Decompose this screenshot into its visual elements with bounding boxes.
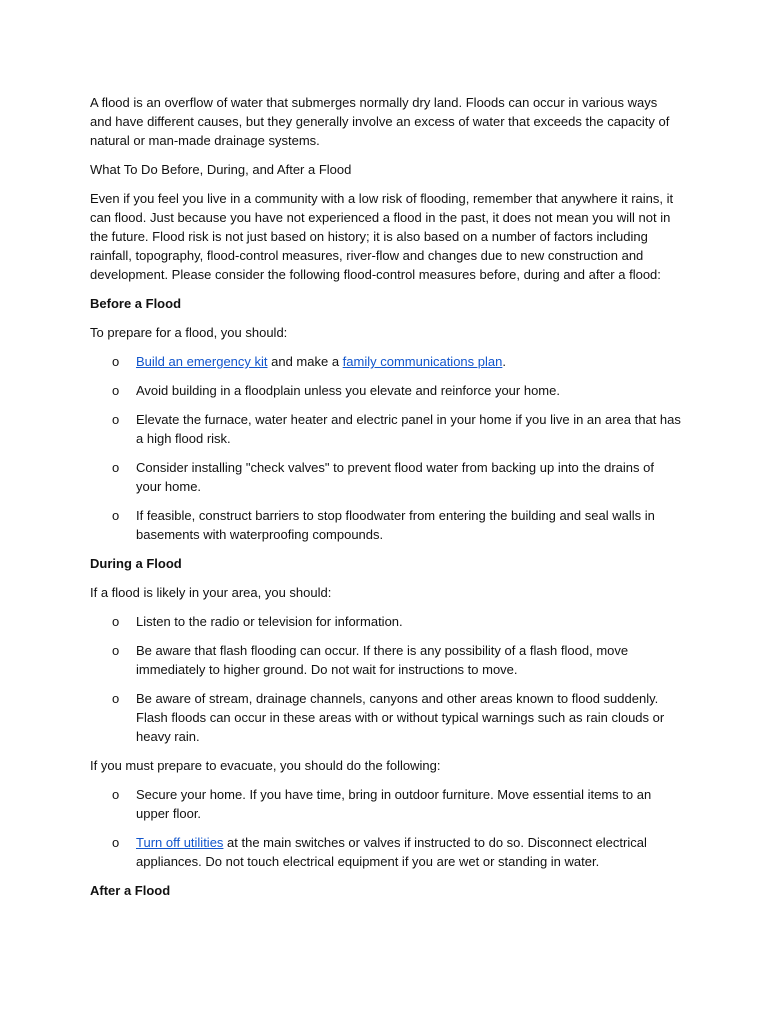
- list-item: [90, 689, 682, 746]
- list-item-text: If feasible, construct barriers to stop floodwater from entering the building and seal walls in basements with waterproofing compounds.: [136, 508, 655, 542]
- intro-paragraph: A flood is an overflow of water that submerges normally dry land. Floods can occur in various ways and have different causes, but they generally involve an excess of water that exceeds the capacity of natural or man-made drainage systems.: [90, 95, 670, 148]
- bullet-marker: o: [112, 460, 120, 475]
- bullet-marker: o: [112, 508, 120, 523]
- bullet-marker: o: [112, 354, 120, 369]
- list-item-text: at the main switches or valves if instructed to do so. Disconnect electrical appliances. Do not touch electrical equipment if you are wet or standing in water.: [136, 835, 647, 869]
- list-item: [90, 612, 682, 631]
- emergency-kit-link[interactable]: Build an emergency kit: [136, 354, 268, 369]
- turn-off-utilities-link[interactable]: Turn off utilities: [136, 835, 224, 850]
- family-communications-plan-link[interactable]: family communications plan: [342, 354, 503, 369]
- list-item: [90, 506, 682, 544]
- bullet-marker: o: [112, 835, 120, 850]
- list-item-text: Be aware of stream, drainage channels, canyons and other areas known to flood suddenly. Flash floods can occur in these areas with or without typical warnings such as rain clouds or heavy rain.: [136, 691, 665, 744]
- before-lead: To prepare for a flood, you should:: [90, 325, 288, 340]
- list-item-text: Secure your home. If you have time, bring in outdoor furniture. Move essential items to an upper floor.: [136, 787, 652, 821]
- during-lead: If a flood is likely in your area, you should:: [90, 585, 332, 600]
- list-item-text: and make a: [267, 354, 343, 369]
- bullet-marker: o: [112, 614, 120, 629]
- list-item-text: Avoid building in a floodplain unless you elevate and reinforce your home.: [136, 383, 560, 398]
- evacuate-lead: If you must prepare to evacuate, you should do the following:: [90, 758, 441, 773]
- during-heading: During a Flood: [90, 556, 182, 571]
- list-item: [90, 458, 682, 496]
- before-list: [90, 352, 682, 544]
- document-body: [90, 93, 682, 910]
- list-item: [90, 352, 682, 371]
- bullet-marker: o: [112, 412, 120, 427]
- list-item-text: .: [502, 354, 506, 369]
- list-item: [90, 410, 682, 448]
- risk-paragraph: Even if you feel you live in a community with a low risk of flooding, remember that anywhere it rains, it can flood. Just because you have not experienced a flood in the past, it does not mean you will not in the future. Flood risk is not just based on history; it is also based on a number of factors including rainfall, topography, flood-control measures, river-flow and changes due to new construction and development. Please consider the following flood-control measures before, during and after a flood:: [90, 191, 674, 282]
- list-item-text: Consider installing "check valves" to prevent flood water from backing up into the drains of your home.: [136, 460, 654, 494]
- during-list: [90, 612, 682, 746]
- bullet-marker: o: [112, 691, 120, 706]
- bullet-marker: o: [112, 383, 120, 398]
- list-item-text: Elevate the furnace, water heater and electric panel in your home if you live in an area that has a high flood risk.: [136, 412, 681, 446]
- list-item: [90, 833, 682, 871]
- after-heading: After a Flood: [90, 883, 171, 898]
- evacuate-list: [90, 785, 682, 871]
- bullet-marker: o: [112, 643, 120, 658]
- list-item: [90, 785, 682, 823]
- list-item-text: Be aware that flash flooding can occur. If there is any possibility of a flash flood, move immediately to higher ground. Do not wait for instructions to move.: [136, 643, 629, 677]
- bullet-marker: o: [112, 787, 120, 802]
- list-item-text: Listen to the radio or television for information.: [136, 614, 403, 629]
- list-item: [90, 641, 682, 679]
- list-item: [90, 381, 682, 400]
- section-title: What To Do Before, During, and After a Flood: [90, 162, 352, 177]
- before-heading: Before a Flood: [90, 296, 182, 311]
